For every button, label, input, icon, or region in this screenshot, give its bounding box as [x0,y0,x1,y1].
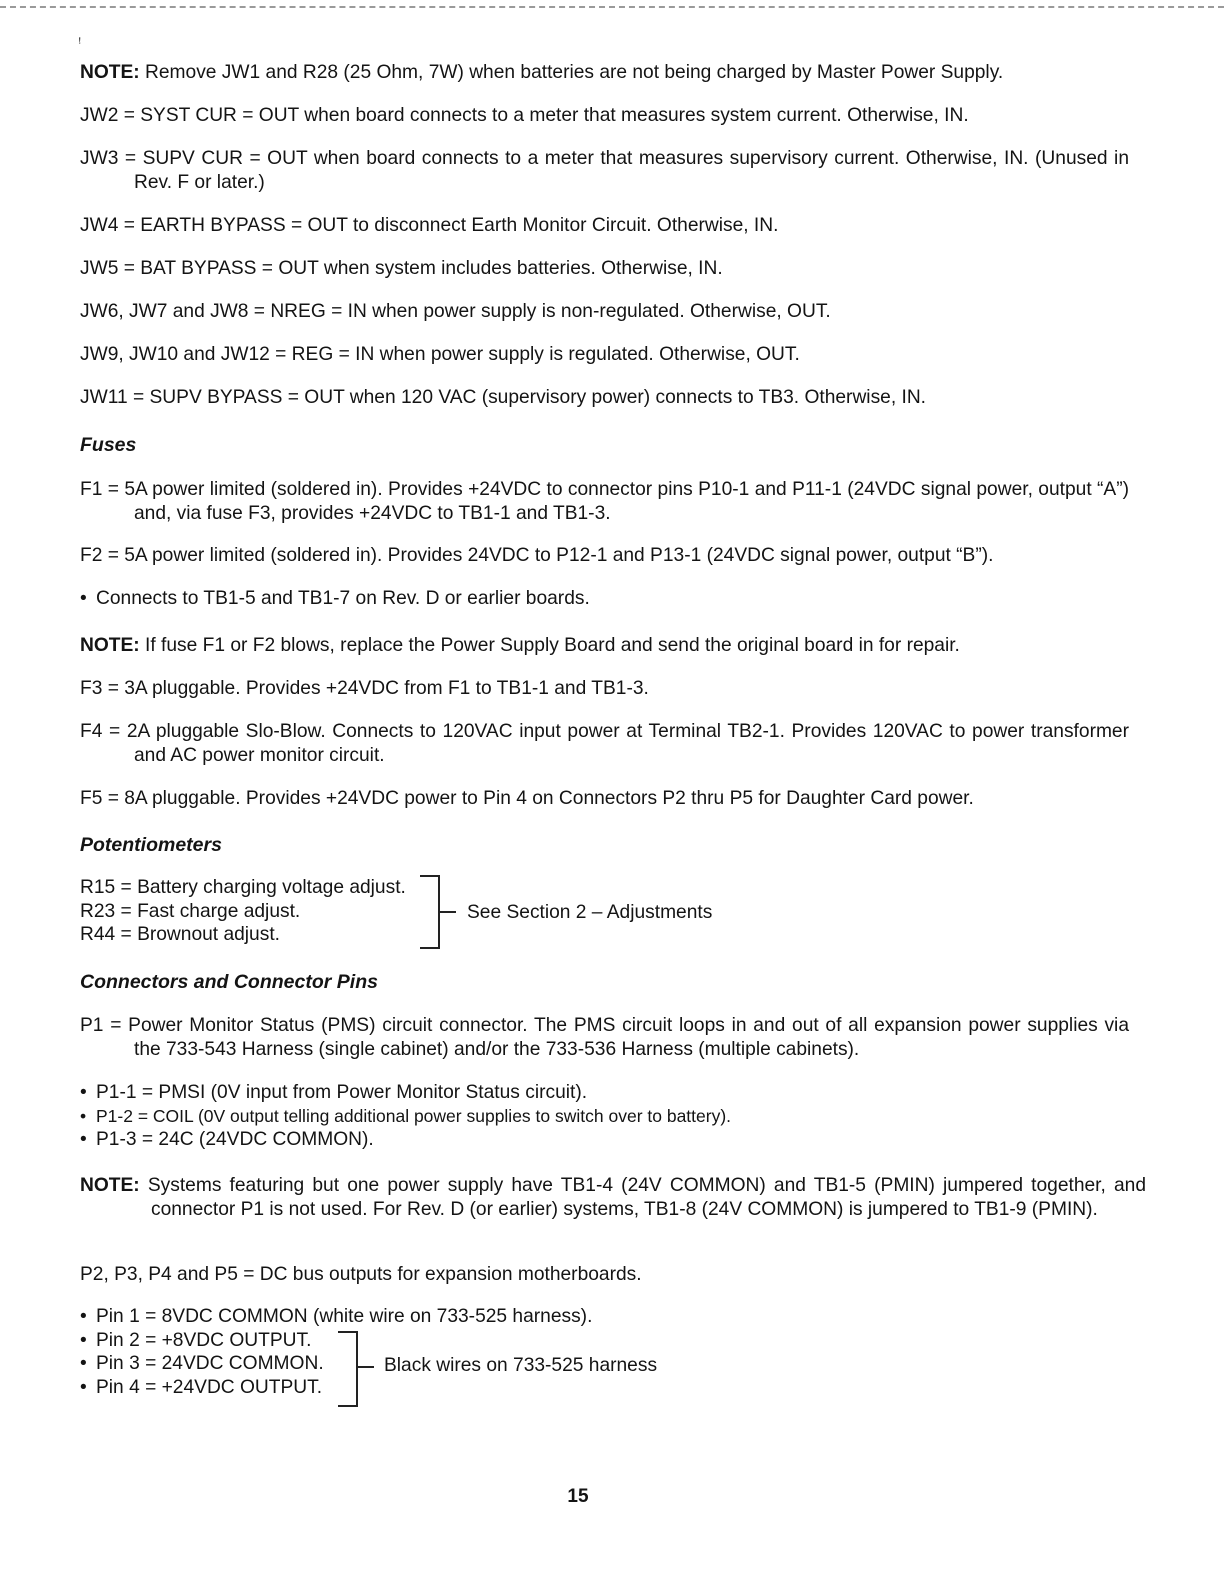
connector-p2-p5: P2, P3, P4 and P5 = DC bus outputs for expansion motherboards. [80,1264,642,1285]
connectors-heading: Connectors and Connector Pins [80,971,378,993]
bus-pin-1: • Pin 1 = 8VDC COMMON (white wire on 733-525 harness). [80,1306,593,1327]
p1-pin-2: • P1-2 = COIL (0V output telling additional power supplies to switch over to battery). [80,1105,732,1126]
bus-pin-3: • Pin 3 = 24VDC COMMON. [80,1353,324,1374]
bus-pin-4: • Pin 4 = +24VDC OUTPUT. [80,1376,323,1398]
bus-pin-4-text: Pin 4 = +24VDC OUTPUT. [96,1376,323,1398]
note-text: Remove JW1 and R28 (25 Ohm, 7W) when batteries are not being charged by Master Power Supply. [139,62,1004,83]
jumper-jw9-12: JW9, JW10 and JW12 = REG = IN when power supply is regulated. Otherwise, OUT. [80,344,800,365]
p1-pin-2-text: P1-2 = COIL (0V output telling additional power supplies to switch over to battery). [96,1105,732,1126]
bus-pin-1-text: Pin 1 = 8VDC COMMON (white wire on 733-525 harness). [96,1306,593,1327]
p1-pin-list [80,1081,731,1152]
connector-note [80,1174,1146,1222]
jumper-jw2: JW2 = SYST CUR = OUT when board connects to a meter that measures system current. Otherwise, IN. [80,105,969,126]
pot-r23: R23 = Fast charge adjust. [80,900,301,922]
pins-bracket-label: Black wires on 733-525 harness [384,1355,658,1376]
bus-pin-2: • Pin 2 = +8VDC OUTPUT. [80,1329,312,1351]
pots-heading: Potentiometers [80,834,222,856]
note-label: NOTE: [80,1175,140,1196]
fuse-f1: F1 = 5A power limited (soldered in). Provides +24VDC to connector pins P10-1 and P11-1 (24VDC signal power, output “A”) and, via fuse F3, provides +24VDC to TB1-1 and TB1-3. [80,479,1129,524]
pins-bracket-tick [358,1366,374,1368]
bus-pin-3-text: Pin 3 = 24VDC COMMON. [96,1353,324,1374]
p1-pin-1: • P1-1 = PMSI (0V input from Power Monitor Status circuit). [80,1082,588,1103]
fuse-f4: F4 = 2A pluggable Slo-Blow. Connects to 120VAC input power at Terminal TB2-1. Provides 120VAC to power transformer and AC power monitor circuit. [80,721,1129,766]
pots-bracket [420,875,440,949]
note-text: Systems featuring but one power supply have TB1-4 (24V COMMON) and TB1-5 (PMIN) jumpered together, and connector P1 is not used. For Rev. D (or earlier) systems, TB1-8 (24V COMMON) is jumpered to TB1-9 (PMIN). [139,1175,1146,1220]
p1-pin-3: • P1-3 = 24C (24VDC COMMON). [80,1129,374,1150]
jumper-jw3: JW3 = SUPV CUR = OUT when board connects to a meter that measures supervisory current. Otherwise, IN. (Unused in Rev. F or later.) [80,148,1129,193]
fuses-heading: Fuses [80,434,137,456]
fuse-bullet-text: Connects to TB1-5 and TB1-7 on Rev. D or earlier boards. [96,588,590,609]
note-label: NOTE: [80,62,140,83]
jumper-jw5: JW5 = BAT BYPASS = OUT when system includes batteries. Otherwise, IN. [80,258,723,279]
jumper-jw6-8: JW6, JW7 and JW8 = NREG = IN when power supply is non-regulated. Otherwise, OUT. [80,301,831,322]
jumper-jw4: JW4 = EARTH BYPASS = OUT to disconnect Earth Monitor Circuit. Otherwise, IN. [80,215,779,236]
jumper-jw11: JW11 = SUPV BYPASS = OUT when 120 VAC (supervisory power) connects to TB3. Otherwise, IN. [80,387,927,408]
fuse-f2: F2 = 5A power limited (soldered in). Provides 24VDC to P12-1 and P13-1 (24VDC signal power, output “B”). [80,545,994,566]
note-jw1 [80,61,1075,85]
p1-pin-1-text: P1-1 = PMSI (0V input from Power Monitor Status circuit). [96,1082,588,1103]
bus-pin-list [80,1305,592,1399]
note-label: NOTE: [80,635,140,656]
pot-r15: R15 = Battery charging voltage adjust. [80,877,406,898]
pots-list [80,876,406,947]
page-number: 15 [567,1486,589,1507]
pots-bracket-tick [440,911,456,913]
pots-bracket-label: See Section 2 – Adjustments [467,902,713,923]
pins-bracket [338,1331,358,1407]
bus-pin-2-text: Pin 2 = +8VDC OUTPUT. [96,1329,312,1351]
fuse-note [80,634,1075,658]
p1-pin-3-text: P1-3 = 24C (24VDC COMMON). [96,1129,374,1150]
top-scan-rule [0,6,1224,8]
pot-r44: R44 = Brownout adjust. [80,924,280,945]
connector-p1: P1 = Power Monitor Status (PMS) circuit connector. The PMS circuit loops in and out of all expansion power supplies via the 733-543 Harness (single cabinet) and/or the 733-536 Harness (multiple cabinets). [80,1015,1129,1060]
scan-mark: ꜝ [78,38,82,52]
fuse-bullet: • Connects to TB1-5 and TB1-7 on Rev. D or earlier boards. [80,588,590,609]
fuse-f3: F3 = 3A pluggable. Provides +24VDC from F1 to TB1-1 and TB1-3. [80,678,649,699]
note-text: If fuse F1 or F2 blows, replace the Power Supply Board and send the original board in for repair. [139,635,960,656]
fuse-f5: F5 = 8A pluggable. Provides +24VDC power to Pin 4 on Connectors P2 thru P5 for Daughter Card power. [80,788,974,809]
